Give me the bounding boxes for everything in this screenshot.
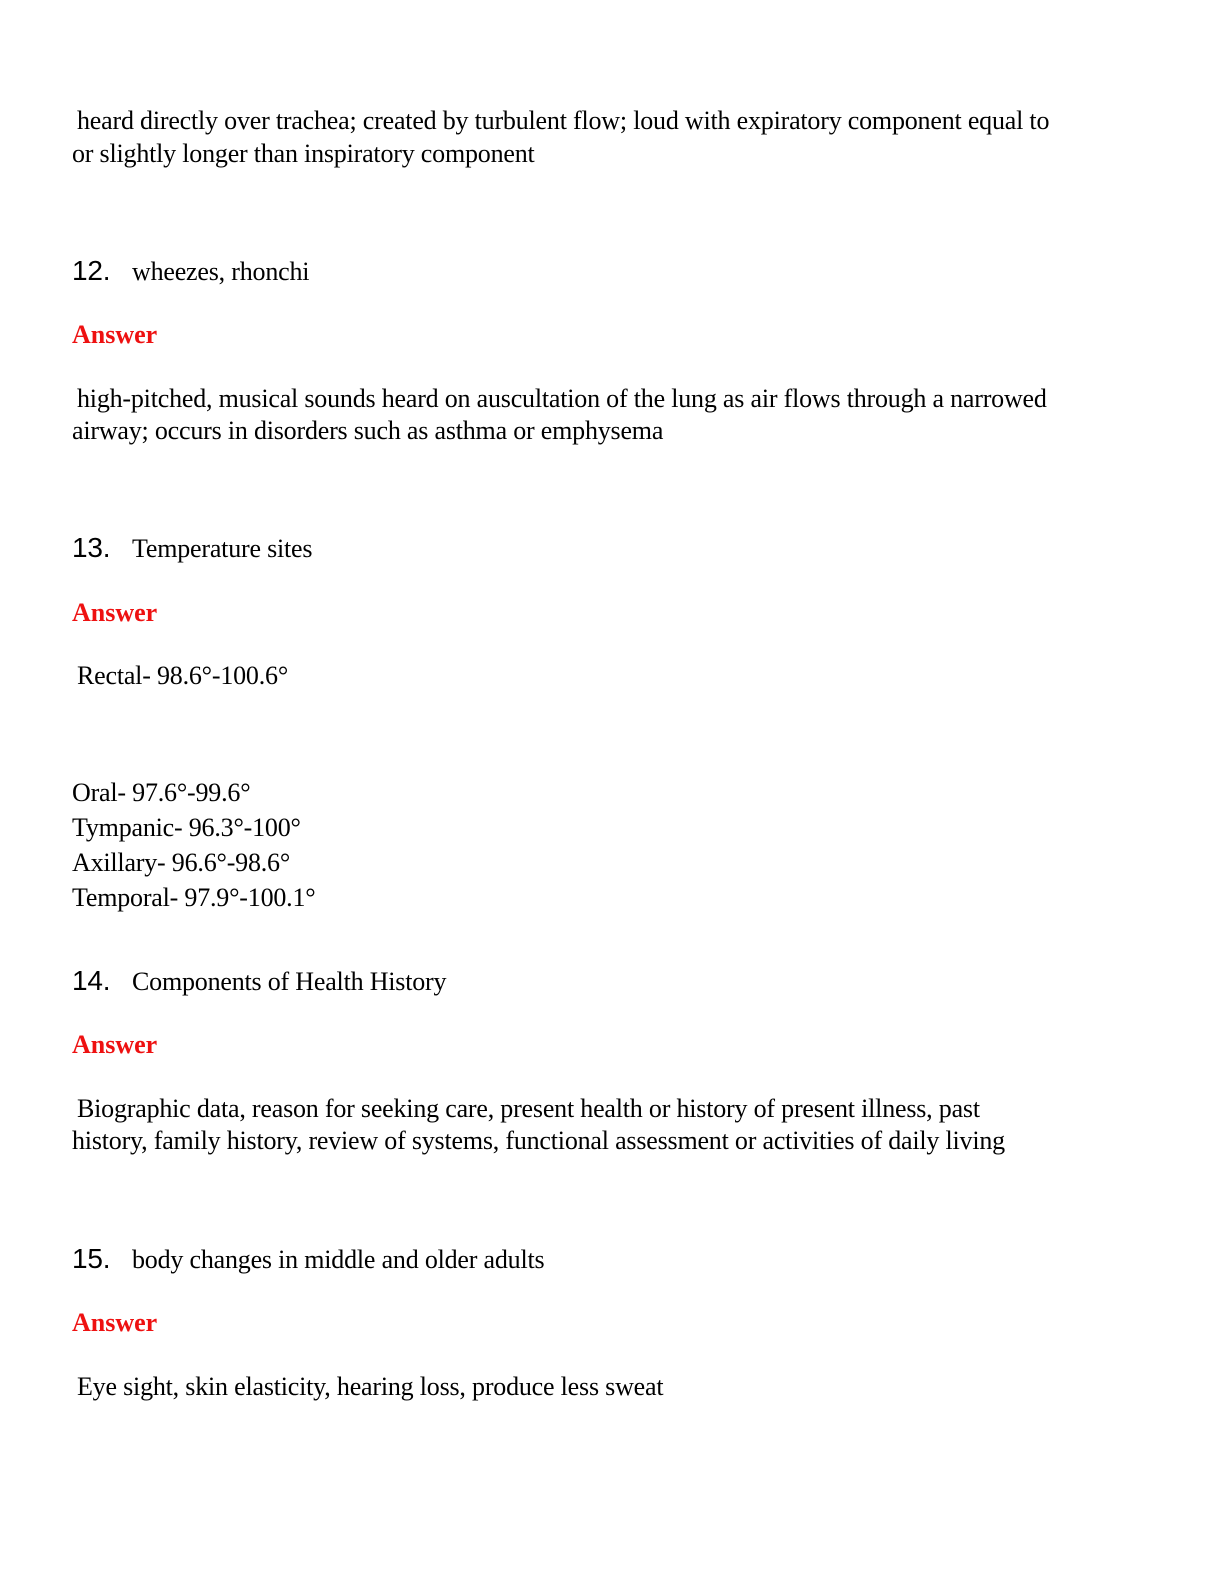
question-14 [72,964,446,998]
answer-line: Rectal- 98.6°-100.6° [77,661,289,690]
answer-label: Answer [72,1030,158,1059]
answer-line: Eye sight, skin elasticity, hearing loss, produce less sweat [77,1372,664,1401]
intro-answer-line-2: or slightly longer than inspiratory component [72,139,535,168]
question-term: Components of Health History [132,967,447,996]
answer-line: history, family history, review of systems, functional assessment or activities of daily living [72,1126,1005,1155]
question-15 [72,1242,544,1276]
answer-label: Answer [72,598,158,627]
answer-line: Oral- 97.6°-99.6° [72,778,251,807]
answer-line: Biographic data, reason for seeking care, present health or history of present illness, past [77,1094,980,1123]
question-number: 12. [72,255,111,286]
question-number: 13. [72,532,111,563]
answer-label: Answer [72,1308,158,1337]
answer-label: Answer [72,320,158,349]
intro-answer-line-1: heard directly over trachea; created by turbulent flow; loud with expiratory component equal to [77,106,1050,135]
question-term: wheezes, rhonchi [132,257,310,286]
answer-line: Tympanic- 96.3°-100° [72,813,301,842]
answer-line: high-pitched, musical sounds heard on auscultation of the lung as air flows through a narrowed [77,384,1047,413]
question-13 [72,531,312,565]
question-number: 14. [72,965,111,996]
question-term: body changes in middle and older adults [132,1245,545,1274]
question-term: Temperature sites [132,534,313,563]
answer-line: airway; occurs in disorders such as asthma or emphysema [72,416,664,445]
question-number: 15. [72,1243,111,1274]
question-12 [72,254,309,288]
answer-line: Temporal- 97.9°-100.1° [72,883,316,912]
answer-line: Axillary- 96.6°-98.6° [72,848,291,877]
